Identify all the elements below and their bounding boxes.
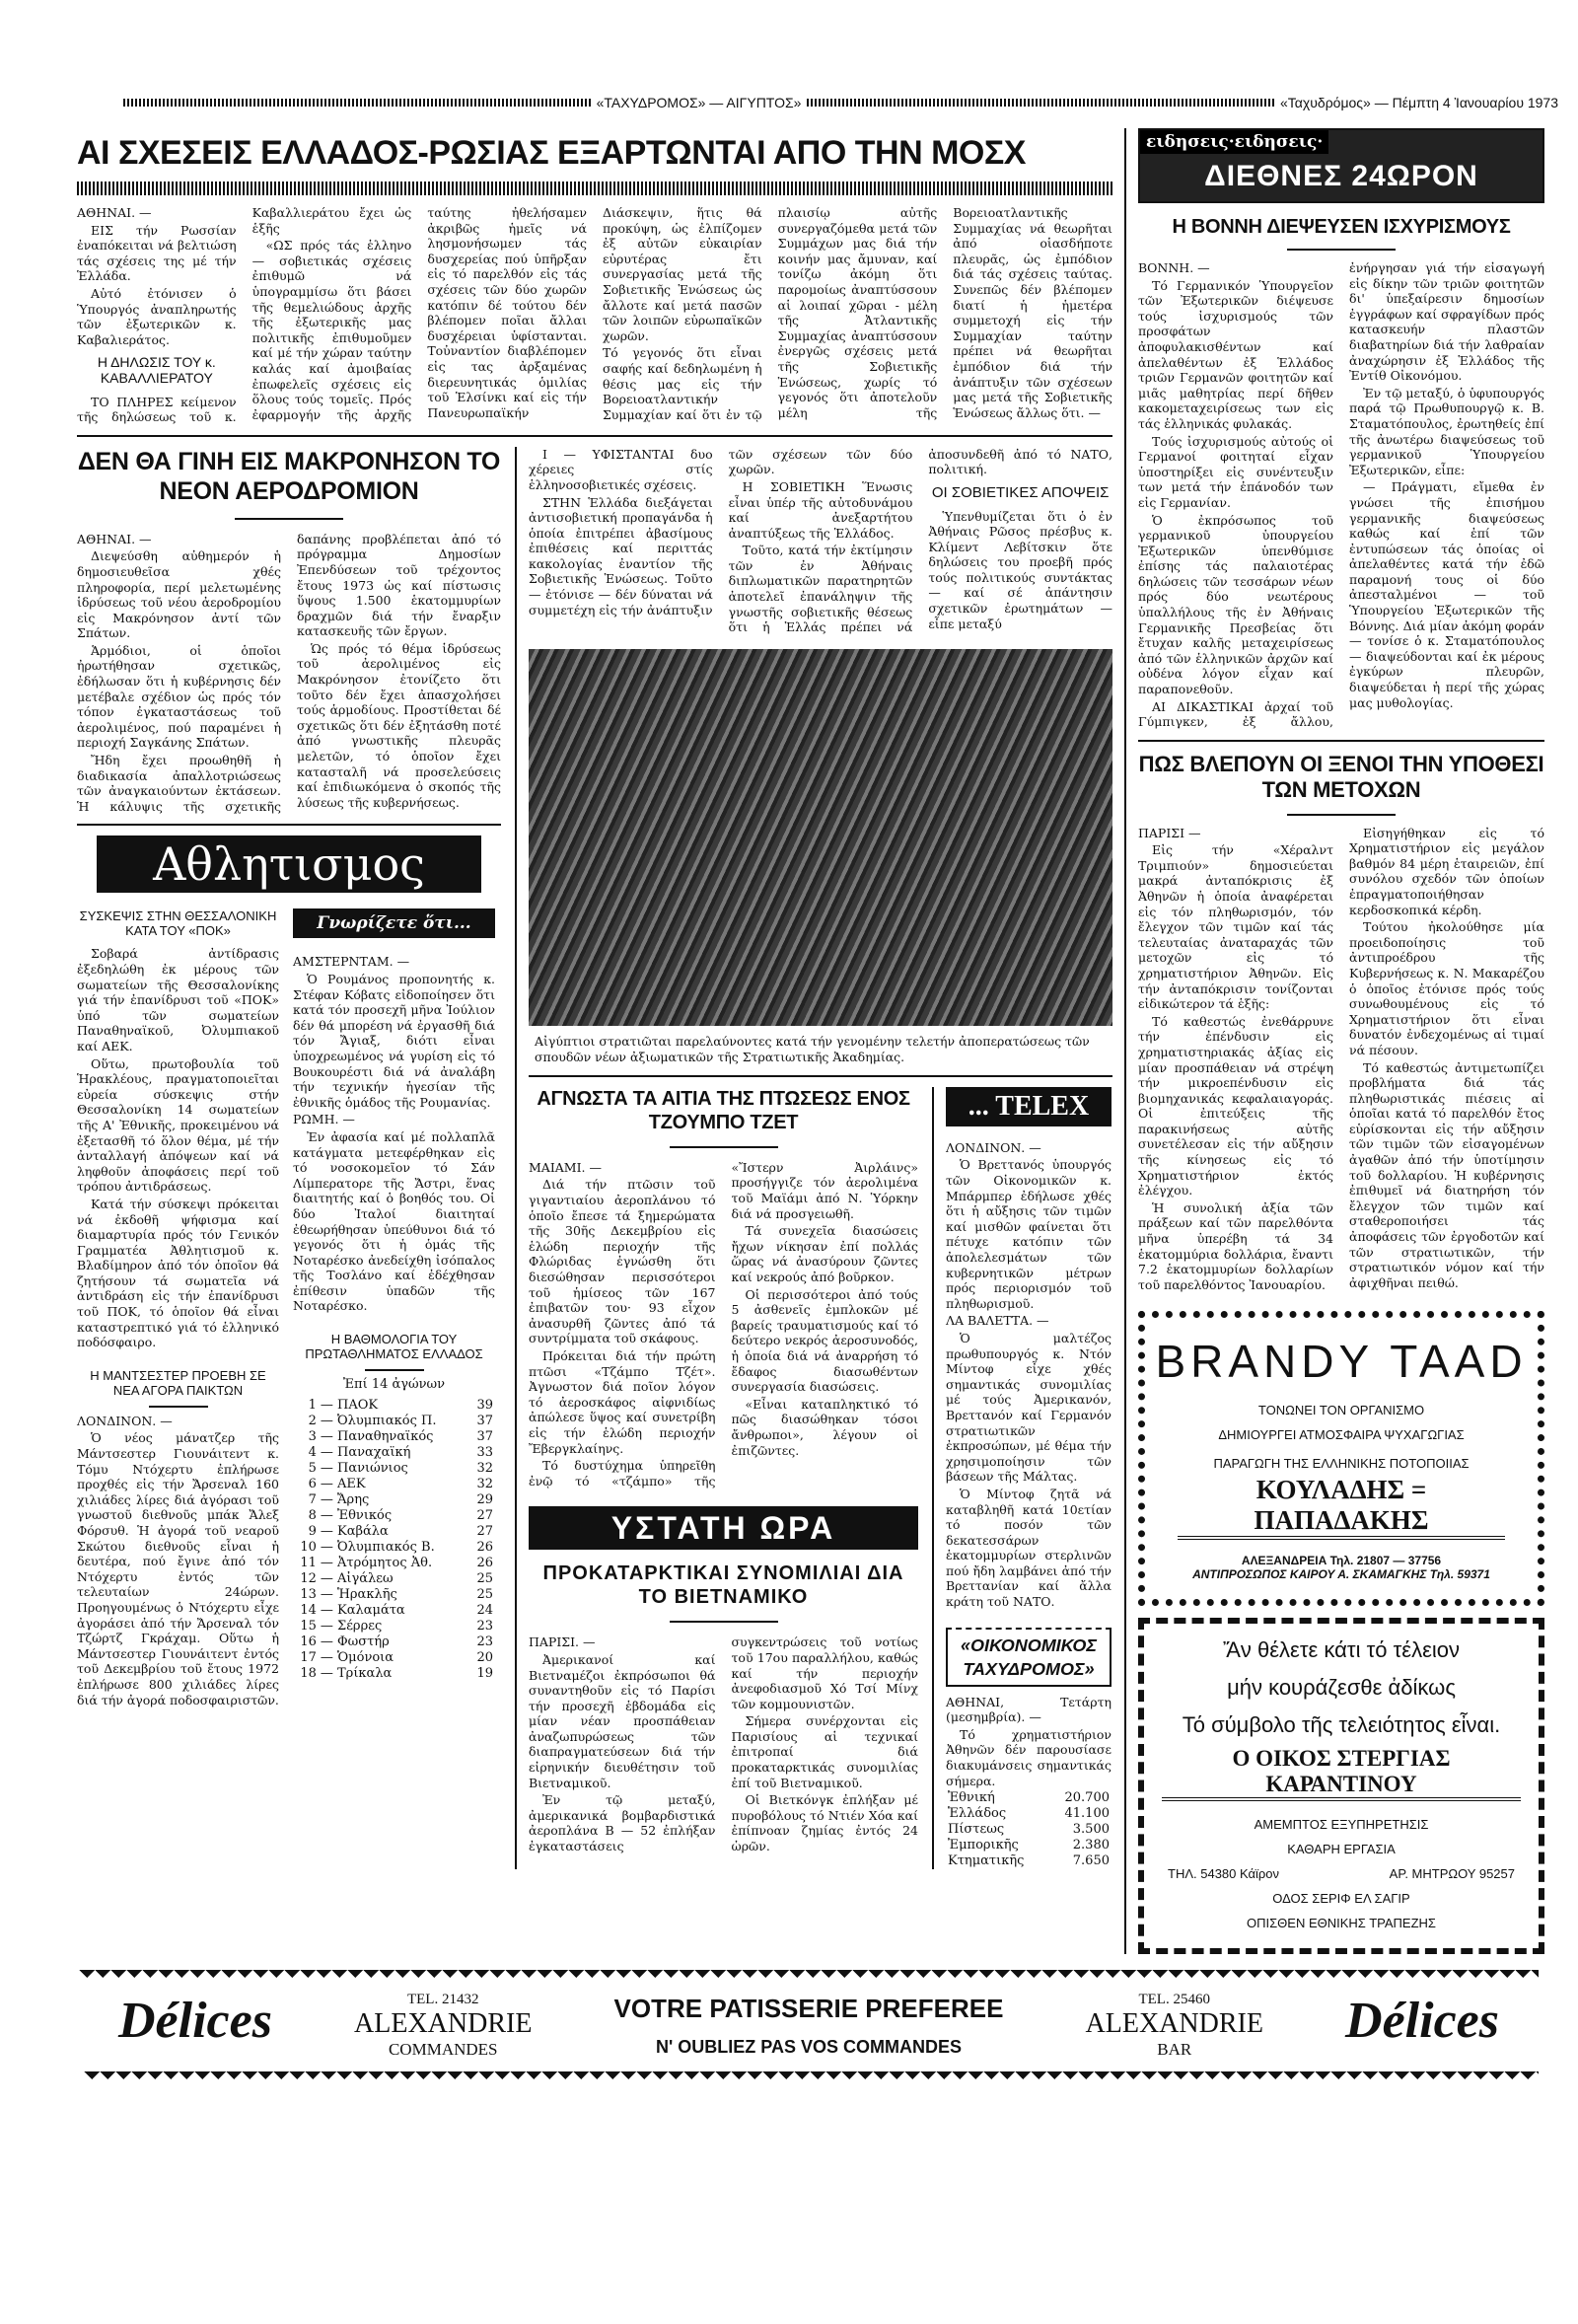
lead-article-continued (529, 447, 1112, 635)
paragraph: Οἱ περισσότεροι ἀπό τούς 5 ἀσθενεῖς ἐμπλοκῶν μέ βαρείς τραυματισμούς καί τό δεύτερο νεκρός ἀεροσυνοδός, ἡ ὁποία διά νά ἀναρρήση τό ἔδαφος διασωθέντων συνεργασία διασώσεις. (731, 1286, 918, 1395)
standings-row-pos: 9 (308, 1524, 317, 1540)
standings-row-pos: 2 (308, 1414, 317, 1429)
standings-row-pts: 25 (476, 1587, 493, 1603)
standings-row-pts: 24 (476, 1603, 493, 1619)
paragraph: ΑΘΗΝΑΙ. — (77, 531, 152, 546)
divider (235, 518, 343, 520)
lead-subhead-soviet: ΟΙ ΣΟΒΙΕΤΙΚΕΣ ΑΠΟΨΕΙΣ (931, 483, 1110, 501)
standings-row (293, 1603, 495, 1619)
paragraph: Αὐτό ἐτόνισεν ὁ Ὑπουργός ἀναπληρωτής τῶν ἐξωτερικῶν κ. Καβαλιεράτος. (77, 285, 237, 347)
standings-row-pos: 1 (308, 1398, 317, 1414)
shares-article (1138, 752, 1544, 1294)
telex-finance-column (932, 1087, 1112, 1869)
standings-row-team: — ΑΕΚ (320, 1477, 366, 1492)
divider (670, 1146, 778, 1148)
masthead (123, 91, 1558, 114)
paragraph: ΒΟΝΝΗ. — (1138, 260, 1210, 275)
paragraph: Τά συνεχεῖα διασώσεις ἤχων νίκησαν ἐπί πολλάς ὥρας νά ἀνασύρουν ζῶντες καί νεκρούς ἀπό βοῦρκον. (731, 1223, 918, 1284)
bonn-headline: Η ΒΟΝΝΗ ΔΙΕΨΕΥΣΕΝ ΙΣΧΥΡΙΣΜΟΥΣ (1172, 216, 1511, 238)
news24-banner: ΔΙΕΘΝΕΣ 24ΩΡΟΝ (1204, 160, 1478, 192)
paragraph: Τό γεγονός ὅτι εἶναι σαφής καί δεδηλωμένη ἡ θέσις μας εἰς τήν Βορειοατλαντικήν Συμμαχίαν καί ὅτι ἐν τῷ πλαισίῳ αὐτῆς συνεργαζόμεθα μετά τῶν Συμμάχων μας διά τήν κοινήν μας ἄμυναν, καί τονίζω ἀκόμη ὅτι παρομοίως ἀναπτύσσουν αἱ λοιπαί χῶραι - μέλη τῆς Ἀτλαντικῆς Συμμαχίας ἀναπτύσσουν ἐνεργῶς σχέσεις μετά τῆς Σοβιετικῆς Ἑνώσεως, χωρίς τό γεγονός ὅτι ἀποτελοῦν μέλη τῆς Βορειοατλαντικῆς Συμμαχίας νά θεωρῆται ἀπό οἱασδήποτε πλευρᾶς, ὡς ἐμπόδιον διά τάς σχέσεις ταύτας. Συνεπῶς δέν βλέπομεν διατί ἡ ἡμετέρα συμμετοχή εἰς τήν Συμμαχίαν ταύτην πρέπει νά θεωρῆται ἐμπόδιον διά τήν ἀνάπτυξιν τῶν σχέσεων μας μετά τῆς Σοβιετικῆς Ἑνώσεως ἄλλως ὅτι. — (602, 205, 1112, 422)
stock-row-value: 41.100 (1064, 1806, 1110, 1822)
brandy-brand: BRANDY TAAD (1155, 1336, 1528, 1388)
standings-row (293, 1556, 495, 1571)
standings-row-team: — Ἀτρόμητος Ἀθ. (320, 1556, 433, 1571)
know-banner: Γνωρίζετε ὅτι... (293, 908, 495, 938)
paragraph: Ἡ συνολική ἀξία τῶν πράξεων καί τῶν παρελθόντα μῆνα ὑπερέβη τά 34 ἑκατομμύρια δολλάρια, ἔναντι 7.2 ἑκατομμυρίων δολλαρίων τοῦ παρελθόντος Ἰανουαρίου. (1138, 1199, 1333, 1292)
jet-article (529, 1087, 918, 1855)
paragraph: ΡΩΜΗ. — (293, 1112, 355, 1127)
paragraph: Τούτου ἠκολούθησε μία προειδοποίησις τοῦ ἀντιπροέδρου τῆς Κυβερνήσεως κ. Ν. Μακαρέζου ὁ ὁποῖος ἐτόνισε πρός τούς συνωθουμένους εἰς τό Χρηματιστήριον ὅτι εἶναι δυνατόν ἐνδεχομένως αἱ τιμαί νά πέσουν. (1349, 919, 1544, 1057)
standings-row-pos: 3 (308, 1429, 317, 1445)
divider (529, 1075, 1112, 1077)
stock-row-name: Πίστεως (948, 1822, 1005, 1838)
karantinos-line: ΑΜΕΜΠΤΟΣ ΕΞΥΠΗΡΕΤΗΣΙΣ (1254, 1817, 1429, 1833)
delices-slogan2: N' OUBLIEZ PAS VOS COMMANDES (656, 2037, 962, 2058)
standings-row-pts: 29 (476, 1492, 493, 1508)
standings-row (293, 1429, 495, 1445)
karantinos-line: μήν κουράζεσθε ἀδίκως (1227, 1675, 1456, 1701)
standings-row-pts: 33 (476, 1445, 493, 1461)
standings-row (293, 1477, 495, 1492)
paragraph: Ἐν τῷ μεταξύ, ὁ ὑφυπουργός παρά τῷ Πρωθυπουργῷ κ. Β. Σταματόπουλος, ἐρωτηθείς ἐπί τῆς ἀνωτέρω διαψεύσεως τοῦ γερμανικοῦ Ὑπουργείου Ἐξωτερικῶν, εἶπε: (1349, 385, 1544, 477)
paragraph: Ὁ Βρεττανός ὑπουργός τῶν Οἰκονομικῶν κ. Μπάρμπερ ἐδήλωσε χθές ὅτι ἡ αὔξησις τῶν τιμῶν καί μισθῶν φαίνεται ὅτι πέτυχε κατόπιν τῶν ἀπολελεσμάτων τῶν κυβερνητικῶν μέτρων πρός περιορισμόν τοῦ πληθωρισμοῦ. (946, 1157, 1112, 1311)
jet-body (529, 1160, 918, 1489)
delices-right-city: ALEXANDRIE (1085, 2008, 1263, 2040)
standings-row-pts: 32 (476, 1477, 493, 1492)
sports-column-b (293, 908, 495, 1682)
delices-left-sub: COMMANDES (388, 2040, 498, 2060)
bonn-body (1138, 260, 1544, 730)
divider (670, 1621, 778, 1623)
latest-banner: ΥΣΤΑΤΗ ΩΡΑ (529, 1506, 918, 1550)
standings-row-pos: 14 (300, 1603, 317, 1619)
paragraph: Ι — ΥΦΙΣΤΑΝΤΑΙ δυο χέρειες στίς ἑλληνοσοβιετικές σχέσεις. (529, 446, 713, 492)
manchester-headline: Η ΜΑΝΤΣΕΣΤΕΡ ΠΡΟΕΒΗ ΣΕ ΝΕΑ ΑΓΟΡΑ ΠΑΙΚΤΩΝ (90, 1367, 266, 1398)
standings-row-pos: 10 (300, 1540, 317, 1556)
standings-row-pos: 15 (300, 1619, 317, 1634)
airport-body (77, 532, 501, 815)
stock-row (946, 1838, 1112, 1853)
standings-row-team: — Σέρρες (320, 1619, 383, 1634)
stock-row-value: 3.500 (1072, 1822, 1110, 1838)
standings-row-team: — Ὀλυμπιακός Π. (320, 1414, 437, 1429)
paragraph: ΣΤΗΝ Ἑλλάδα διεξάγεται ἀντισοβιετική προπαγάνδα ἡ ὁποία ἐπιτρέπει ἀβασίμους ἐπιθέσεις καί περιττάς κακολογίας ἐναντίον τῆς Σοβιετικῆς Ἑνώσεως. Τοῦτο — ἐτόνισε — δέν δύναται νά συμμετέχη εἰς τήν ἀνάπτυξιν τῶν σχέσεων τῶν δύο χωρῶν. (529, 446, 913, 617)
brandy-maker: ΚΟΥΛΑΔΗΣ = ΠΑΠΑΔΑΚΗΣ (1178, 1475, 1505, 1540)
finance-banner: «ΟΙΚΟΝΟΜΙΚΟΣ ΤΑΧΥΔΡΟΜΟΣ» (946, 1628, 1112, 1687)
standings-row-pos: 12 (300, 1571, 317, 1587)
standings-row-pos: 6 (308, 1477, 317, 1492)
standings-row-pts: 20 (476, 1650, 493, 1666)
divider (77, 824, 501, 826)
paragraph: Ἀμερικανοί καί Βιετναμέζοι ἐκπρόσωποι θά συναντηθοῦν εἰς τό Παρίσι τήν προσεχῆ ἑβδομάδα εἰς μίαν νέαν προσπάθειαν ἀναζωπυρώσεως τῶν διαπραγματεύσεων διά τήν εἰρηνικήν διευθέτησιν τοῦ Βιετναμικοῦ. (529, 1651, 716, 1790)
standings-row-pts: 37 (476, 1414, 493, 1429)
right-column (1124, 128, 1544, 1954)
standings-row (293, 1414, 495, 1429)
paragraph: Κατά τήν σύσκεψι πρόκειται νά ἐκδοθῆ ψήφισμα καί διαμαρτυρία πρός τόν Γενικόν Γραμματέα Ἀθλητισμοῦ κ. Βλαδίμηρον ἀπό τόν ὁποῖον θά ζητήσουν τά σωματεῖα νά ἀντιδράση εἰς τήν ἐπανίδρυσι τοῦ ΠΟΚ, τό ὁποῖον θά εἶναι καταστρεπτικό γιά τό ἑλληνικό ποδόσφαιρο. (77, 1196, 279, 1350)
stock-row-name: Ἐμπορικῆς (948, 1838, 1019, 1853)
standings-row-team: — Ὀλυμπιακός Β. (320, 1540, 435, 1556)
standings-row (293, 1492, 495, 1508)
standings-row-team: — Τρίκαλα (320, 1666, 393, 1682)
stock-row-name: Ἑλλάδος (948, 1806, 1007, 1822)
zigzag-border (79, 1970, 1539, 1986)
standings-row-team: — Ἄρης (320, 1492, 370, 1508)
standings-row-pts: 25 (476, 1571, 493, 1587)
karantinos-landmark: ΟΠΙΣΘΕΝ ΕΘΝΙΚΗΣ ΤΡΑΠΕΖΗΣ (1247, 1916, 1436, 1931)
standings-row-team: — Ὁμόνοια (320, 1650, 394, 1666)
sports-column-a (77, 908, 279, 1709)
standings-row-pts: 19 (476, 1666, 493, 1682)
paragraph: Ὁ ἐκπρόσωπος τοῦ γερμανικοῦ ὑπουργείου Ἐξωτερικῶν ὑπενθύμισε ἐπίσης τάς παλαιοτέρας δηλώσεις τῶν τεσσάρων νέων πρός δύο νεωτέρους ὑπαλλήλους τῆς ἐν Ἀθήναις Γερμανικῆς Πρεσβείας ὅτι ἔτυχαν καλῆς μεταχειρίσεως ἀπό τῶν ἑλληνικῶν ἀρχῶν καί οὐδένα λόγον εἶχαν καί παραπονεθοῦν. (1138, 512, 1333, 697)
paragraph: ΛΟΝΔΙΝΟΝ. — (77, 1413, 173, 1428)
paragraph: Τούς ἰσχυρισμούς αὐτούς οἱ Γερμανοί φοιτηταί εἶχαν ὑποστηρίξει εἰς συνέντευξιν των μετά τήν ἐπάνοδόν των εἰς Γερμανίαν. (1138, 433, 1333, 510)
finance-section (946, 1695, 1112, 1870)
paragraph: ΑΘΗΝΑΙ. — (77, 205, 152, 220)
paragraph: Εἰσηγήθηκαν εἰς τό Χρηματιστήριον εἰς μεγάλον βαθμόν 84 μέρη ἑταιρειῶν, ἐπί συνόλου σχεδόν τῶν ὁποίων ἐπραγματοποιήθησαν κερδοσκοπικά κέρδη. (1349, 825, 1544, 917)
paragraph: Ἤδη ἔχει προωθηθῆ ἡ διαδικασία ἀπαλλοτριώσεως τῶν ἀναγκαιούντων ἐκτάσεων. Ἡ κάλυψις τῆς σχετικῆς δαπάνης προβλέπεται ἀπό τό πρόγραμμα Δημοσίων Ἐπενδύσεων τοῦ τρέχοντος ἔτους 1973 ὡς καί πίστωσις ὕψους 1.500 ἑκατομμυρίων δραχμῶν διά τήν ἔναρξιν κατασκευῆς τῶν ἔργων. (77, 531, 501, 814)
standings-row-team: — Καλαμάτα (320, 1603, 405, 1619)
standings-row-pts: 26 (476, 1540, 493, 1556)
vietnam-body (529, 1634, 918, 1854)
vietnam-headline: ΠΡΟΚΑΤΑΡΚΤΙΚΑΙ ΣΥΝΟΜΙΛΙΑΙ ΔΙΑ ΤΟ ΒΙΕΤΝΑΜΙΚΟ (542, 1562, 904, 1609)
paragraph: ΕΙΣ τήν Ρωσσίαν ἐναπόκειται νά βελτιώση τάς σχέσεις της μέ τήν Ἑλλάδα. (77, 222, 237, 284)
lead-body (77, 205, 237, 347)
standings-row (293, 1666, 495, 1682)
shares-body (1138, 826, 1544, 1294)
standings-row-pos: 8 (308, 1508, 317, 1524)
lead-headline: ΑΙ ΣΧΕΣΕΙΣ ΕΛΛΑΔΟΣ-ΡΩΣΙΑΣ ΕΞΑΡΤΩΝΤΑΙ ΑΠΟ ΤΗΝ ΜΟΣΧ (77, 134, 1026, 172)
paragraph: Σήμερα συνέρχονται εἰς Παρισίους αἱ τεχνικαί ἐπιτροπαί διά προκαταρκτικάς συνομιλίας ἐπί τοῦ Βιετναμικοῦ. (731, 1713, 918, 1790)
shares-headline: ΠΩΣ ΒΛΕΠΟΥΝ ΟΙ ΞΕΝΟΙ ΤΗΝ ΥΠΟΘΕΣΙ ΤΩΝ ΜΕΤΟΧΩΝ (1138, 751, 1544, 803)
paragraph: Τό καθεστώς ἐνεθάρρυνε τήν ἐπένδυσιν εἰς χρηματιστηριακάς ἀξίας εἰς μίαν προσπάθειαν νά στρέψη τήν μικροεπένδυσιν εἰς βιομηχανικάς κεφαλαιαγοράς. Οἱ ἐπιτεύξεις τῆς παρακινήσεως αὐτῆς συνετέλεσαν εἰς τήν αὔξησιν τῆς κίνησεως εἰς τό Χρηματιστήριον ἐκτός ἐλέγχου. (1138, 1013, 1333, 1198)
paragraph: «Εἶναι καταπληκτικό τό πῶς διασώθηκαν τόσοι ἄνθρωποι», λέγουν οἱ ἐπιζῶντες. (731, 1396, 918, 1458)
soldiers-parade-photo (529, 649, 1112, 1026)
stock-row (946, 1822, 1112, 1838)
standings-row-pts: 39 (476, 1398, 493, 1414)
sports-know-section (293, 908, 495, 1314)
stock-row (946, 1806, 1112, 1822)
delices-left-city: ALEXANDRIE (354, 2008, 533, 2040)
paragraph: Εἰς τήν «Χέραλντ Τριμπιούν» δημοσιεύεται μακρά ἀνταπόκρισις ἐξ Ἀθηνῶν ἡ ὁποία ἀναφέρεται εἰς τόν πληθωρισμόν, τόν ἔλεγχον τῶν τιμῶν καί τάς τελευταίας ἀναταραχάς τῶν μετοχῶν εἰς τό χρηματιστήριον Ἀθηνῶν. Εἰς τήν ἀνταπόκρισιν τονίζονται εἰδικώτερον τά ἑξῆς: (1138, 842, 1333, 1012)
delices-left-block (354, 1992, 532, 2060)
standings-row-team: — Ἐθνικός (320, 1508, 393, 1524)
standings-row-pos: 11 (300, 1556, 317, 1571)
pok-headline: ΣΥΣΚΕΨΙΣ ΣΤΗΝ ΘΕΣΣΑΛΟΝΙΚΗ ΚΑΤΑ ΤΟΥ «ΠΟΚ» (79, 908, 277, 939)
brandy-phone: ΑΛΕΞΑΝΔΡΕΙΑ Τηλ. 21807 — 37756 (1241, 1554, 1442, 1568)
vietnam-article (529, 1561, 918, 1854)
news24-box (1138, 128, 1544, 203)
divider (1138, 740, 1544, 742)
standings-row (293, 1508, 495, 1524)
standings-row-pts: 26 (476, 1556, 493, 1571)
paragraph: ΠΑΡΙΣΙ. — (529, 1634, 596, 1650)
paragraph: ΑΜΣΤΕΡΝΤΑΜ. — (293, 954, 410, 970)
standings-row-team: — ΠΑΟΚ (320, 1398, 379, 1414)
standings-row (293, 1634, 495, 1650)
pok-body (77, 946, 279, 1349)
delices-right-tel: TEL. 25460 (1138, 1992, 1210, 2008)
standings-row-pts: 27 (476, 1508, 493, 1524)
karantinos-line: ΚΑΘΑΡΗ ΕΡΓΑΣΙΑ (1287, 1842, 1396, 1857)
paragraph: «ΩΣ πρός τάς ἑλληνο — σοβιετικάς σχέσεις ἐπιθυμῶ νά ὑπογραμμίσω ὅτι βάσει τῆς θεμελιώδους ἀρχῆς τῆς ἐξωτερικῆς μας πολιτικῆς ἐπιθυμοῦμεν καί μέ τήν χώραν ταύτην καλάς καί ἀμοιβαίας ἐπωφελεῖς σχέσεις εἰς ὅλους τούς τομεῖς. Πρός ἐφαρμογήν τῆς ἀρχῆς ταύτης ἠθελήσαμεν ἀκριβῶς ἡμεῖς νά λησμονήσωμεν τάς δυσχερείας πού ὑπῆρξαν εἰς τό παρελθόν εἰς τάς σχέσεις τῶν δύο χωρῶν κατόπιν δέ τούτου δέν βλέπομεν ποῖαι ἄλλαι δυσχέρειαι ὑφίστανται. Τοὐναντίον διαβλέπομεν εἰς τας ἀρξαμένας διερευνητικάς ὁμιλίας τοῦ Ἑλσίνκι καί εἰς τήν Πανευρωπαϊκήν Διάσκεψιν, ἥτις θά προκύψη, ὡς ἐλπίζομεν ἐξ αὐτῶν εὐκαιρίαν εὐρυτέρας ἔτι συνεργασίας μετά τῆς Σοβιετικῆς Ἑνώσεως ὡς ἄλλοτε καί μετά πασῶν τῶν λοιπῶν εὐρωπαϊκῶν χωρῶν. (251, 205, 762, 422)
paragraph: Τό χρηματιστήριον Ἀθηνῶν δέν παρουσίασε διακυμάνσεις σημαντικάς σήμερα. (946, 1726, 1112, 1788)
paragraph: Τό καθεστώς ἀντιμετωπίζει προβλήματα διά τάς πληθωριστικάς πιέσεις αἱ ὁποῖαι κατά τό παρελθόν ἔτος εὑρίσκονται εἰς τήν αὔξησιν τῶν τιμῶν τῶν εἰσαγομένων ἀγαθῶν ἀπό τήν ὑποτίμησιν τοῦ δολλαρίου. Ἡ κυβέρνησις ἐπιθυμεῖ νά διατηρήση τόν ἔλεγχον τῶν τιμῶν καί σταθεροποιήσει τάς ἀποφάσεις τῶν ἐργοδοτῶν καί τῶν στρατιωτικῶν, τήν στρατιωτικόν νόμον καί τήν ἀφιχθῆναι πειθώ. (1349, 1059, 1544, 1290)
paragraph: Ὁ Ρουμάνος προπονητής κ. Στέφαν Κόβατς εἰδοποίησεν ὅτι κατά τόν προσεχῆ μῆνα Ἰούλιον δέν θά μπορέση νά ἐργασθῆ διά τόν Ἄγιαξ, διότι εἶναι ὑποχρεωμένος νά γυρίση εἰς τό Βουκουρέστι διά νά ἀναλάβη τήν τεχνικήν ἡγεσίαν τῆς ἐθνικῆς ὁμάδος τῆς Ρουμανίας. (293, 972, 495, 1110)
main-area (77, 128, 1112, 1869)
karantinos-reg: ΑΡ. ΜΗΤΡΩΟΥ 95257 (1389, 1866, 1515, 1882)
sports-article-manchester (77, 1368, 279, 1707)
brandy-agent: ΑΝΤΙΠΡΟΣΩΠΟΣ ΚΑΙΡΟΥ Α. ΣΚΑΜΑΓΚΗΣ Τηλ. 59371 (1192, 1567, 1490, 1582)
lower-area (77, 447, 1112, 1870)
know-body (293, 954, 495, 1314)
lead-subhead: Η ΔΗΛΩΣΙΣ ΤΟΥ κ. ΚΑΒΑΛΛΙΕΡΑΤΟΥ (97, 354, 216, 386)
stock-table (946, 1790, 1112, 1869)
standings-section (293, 1332, 495, 1682)
headline-underline (77, 182, 1112, 195)
karantinos-ad (1138, 1618, 1544, 1954)
standings-row-pts: 23 (476, 1634, 493, 1650)
divider (149, 1406, 208, 1408)
paragraph: ΛΑ ΒΑΛΕΤΤΑ. — (946, 1313, 1049, 1329)
standings-row-pos: 7 (308, 1492, 317, 1508)
paragraph: ΠΑΡΙΣΙ — (1138, 825, 1201, 840)
zigzag-border (84, 2071, 1539, 2087)
karantinos-phone: ΤΗΛ. 54380 Κάϊρον (1168, 1866, 1280, 1882)
standings-row (293, 1619, 495, 1634)
stock-row (946, 1853, 1112, 1869)
standings-row (293, 1571, 495, 1587)
stock-row-value: 7.650 (1072, 1853, 1110, 1869)
delices-logo-right: Délices (1345, 1993, 1499, 2050)
standings-row-team: — Αἰγάλεω (320, 1571, 394, 1587)
standings-row-team: — Ἡρακλῆς (320, 1587, 397, 1603)
divider (1287, 249, 1396, 251)
standings-row (293, 1445, 495, 1461)
brandy-line: ΤΟΝΩΝΕΙ ΤΟΝ ΟΡΓΑΝΙΣΜΟ (1257, 1403, 1425, 1418)
standings-row (293, 1398, 495, 1414)
standings-row-team: — Παναχαϊκή (320, 1445, 411, 1461)
delices-center-block (614, 1992, 1004, 2058)
masthead-date: «Ταχυδρόμος» — Πέμπτη 4 Ἰανουαρίου 1973 (1280, 95, 1559, 110)
masthead-title: «ΤΑΧΥΔΡΟΜΟΣ» — ΑΙΓΥΠΤΟΣ» (596, 95, 802, 110)
standings-row-pos: 5 (308, 1461, 317, 1477)
airport-headline: ΔΕΝ ΘΑ ΓΙΝΗ ΕΙΣ ΜΑΚΡΟΝΗΣΟΝ ΤΟ ΝΕΟΝ ΑΕΡΟΔΡΟΜΙΟΝ (77, 447, 501, 505)
delices-ad (79, 1992, 1539, 2060)
standings-row (293, 1587, 495, 1603)
standings-row-pos: 13 (300, 1587, 317, 1603)
paragraph: ΛΟΝΔΙΝΟΝ. — (946, 1139, 1041, 1155)
photo-caption: Αἰγύπτιοι στρατιῶται παρελαύνοντες κατά τήν γενομένην τελετήν ἀποπερατώσεως τῶν σπουδῶν νέων ἀξιωματικῶν τῆς Στρατιωτικῆς Ἀκαδημίας. (535, 1033, 1090, 1064)
delices-left-tel: TEL. 21432 (406, 1992, 479, 2008)
airport-article (77, 447, 501, 815)
sports-banner: Αθλητισμος (97, 835, 481, 893)
telex-banner: ... TELEX (946, 1087, 1112, 1126)
delices-logo-left: Délices (118, 1993, 272, 2050)
karantinos-line: Τό σύμβολο τῆς τελειότητος εἶναι. (1182, 1712, 1501, 1738)
standings-row-pos: 4 (308, 1445, 317, 1461)
stock-row (946, 1790, 1112, 1806)
paragraph: Τοῦτο, κατά τήν ἐκτίμησιν τῶν ἐν Ἀθήναις διπλωματικῶν παρατηρητῶν ἀποτελεῖ ἐπανάληψιν τῆς γνωστῆς σοβιετικῆς θέσεως ὅτι ἡ Ἑλλάς πρέπει νά ἀποσυνδεθῆ ἀπό τό ΝΑΤΟ, πολιτική. (728, 446, 1112, 635)
delices-slogan: VOTRE PATISSERIE PREFEREE (613, 1994, 1004, 2024)
masthead-rule (807, 99, 1274, 107)
standings-row-pos: 16 (300, 1634, 317, 1650)
sports-columns (77, 908, 501, 1709)
paragraph: Ἐν τῷ μεταξύ, ἀμερικανικά βομβαρδιστικά ἀεροπλάνα Β — 52 ἐπλήξαν ἐγκαταστάσεις συγκεντρώσεις τοῦ νοτίως τοῦ 17ου παραλλήλου, καθώς καί τήν περιοχήν ἀνεφοδιασμοῦ Χό Τσί Μίνχ τῶν κομμουνιστῶν. (529, 1634, 918, 1854)
standings-table (293, 1398, 495, 1682)
paragraph: Ὡς πρός τό θέμα ἱδρύσεως τοῦ ἀερολιμένος εἰς Μακρόνησον ἐτονίζετο ὅτι τοῦτο δέν ἔχει ἀπασχολήσει τούς ἁρμοδίους. Προστίθεται δέ σχετικῶς ὅτι δέν ἐξητάσθη ποτέ ἀπό γνωστικῆς πλευρᾶς μελετῶν, τό ὁποῖον ἔχει κατασταλῆ νά προσελεύσεις καί ἐπιδιωκόμενα ὁ σκοπός τῆς λύσεως τῆς κυβερνήσεως. (297, 640, 501, 810)
standings-row-pos: 18 (300, 1666, 317, 1682)
paragraph: ΤΟ ΠΛΗΡΕΣ κείμενον τῆς δηλώσεως τοῦ κ. Καβαλλιεράτου ἔχει ὡς ἑξῆς (77, 205, 412, 425)
standings-row (293, 1524, 495, 1540)
paragraph: Ὑπενθυμίζεται ὅτι ὁ ἐν Ἀθήναις Ρῶσος πρέσβυς κ. Κλίμεντ Λεβίτσκιν ὅτε δηλώσεις του προεβῆ πρός τούς πολιτικούς συντάκτας — καί σέ ἀπάντησιν σχετικῶν ἐρωτημάτων — εἶπε μεταξύ (928, 508, 1112, 631)
karantinos-line: Ἄν θέλετε κάτι τό τέλειον (1222, 1637, 1461, 1663)
paragraph: Ἐν ἀφασία καί μέ πολλαπλᾶ κατάγματα μετεφέρθηκαν εἰς τό νοσοκομεῖον τό Σάν Λίμπερατορε τῆς Ἄστρι, ἕνας διαιτητής καί ὁ βοηθός του. Οἱ δύο Ἰταλοί διαιτηταί ἐθεωρήθησαν ὑπεύθυνοι διά τό γεγονός ὅτι ἡ ὁμάς τῆς Νοταρέσκο ἀνεδείχθη ἰσόπαλος τῆς Τοσλάνο καί ἐδέχθησαν ἐπίθεσιν ὑπαδῶν τῆς Νοταρέσκο. (293, 1128, 495, 1314)
paragraph: — Πράγματι, εἴμεθα ἐν γνώσει τῆς ἐπισήμου γερμανικῆς διαψεύσεως καθώς καί ἐπί τῶν ἐντυπώσεων τάς ὁποίας οἱ ἀπελαθέντες κατά τήν ἐδῶ παραμονή τους οἱ δύο ἀπεσταλμένοι — τοῦ Ὑπουργείου Ἐξωτερικῶν τῆς Βόννης. Διά μίαν ἀκόμη φοράν — τονίσε ὁ κ. Σταματόπουλος — διαψεύδονται καί ἐκ μέρους ἐγκύρων πλευρῶν, διαψεύδεται ἡ περί τῆς χώρας μας μυθολογίας. (1349, 479, 1544, 710)
standings-row-team: — Φωστήρ (320, 1634, 390, 1650)
paragraph: Τό δυστύχημα ὑπηρεῖθη ἐνῷ τό «τζάμπο» τῆς «Ἴστερν Ἀιρλάινς» προσήγγιζε τόν ἀερολιμένα τοῦ Μαϊάμι ἀπό Ν. Ὑόρκην διά νά προσγειωθῆ. (529, 1159, 918, 1489)
stock-row-value: 20.700 (1064, 1790, 1110, 1806)
sports-article-pok (77, 908, 279, 1349)
brandy-line: ΠΑΡΑΓΩΓΗ ΤΗΣ ΕΛΛΗΝΙΚΗΣ ΠΟΤΟΠΟΙΙΑΣ (1213, 1456, 1470, 1472)
standings-row-team: — Παναθηναϊκός (320, 1429, 434, 1445)
paragraph: Διά τήν πτῶσιν τοῦ γιγαντιαίου ἀεροπλάνου τό ὁποῖο ἔπεσε τά ξημερώματα τῆς 30ῆς Δεκεμβρίου εἰς ἑλώδη περιοχήν τῆς Φλώριδας ἐγνώσθη ὅτι διεσώθησαν περισσότεροι τοῦ ἡμίσεος τῶν 167 ἐπιβατῶν του· 93 εἶχον ἀνασυρθῆ ζῶντες ἀπό τά συντρίμματα τοῦ σκάφους. (529, 1177, 716, 1346)
stock-row-name: Ἐθνική (948, 1790, 995, 1806)
finance-body (946, 1695, 1112, 1789)
delices-right-block (1086, 1992, 1263, 2060)
page-body (77, 128, 1546, 1954)
paragraph: ΑΙ ΔΙΚΑΣΤΙΚΑΙ ἀρχαί τοῦ Γύμπιγκεν, ἐξ ἄλλου, ἐνήργησαν γιά τήν εἰσαγωγή εἰς δίκην τῶν τριῶν φοιτητῶν δι' ὑπεξαίρεσιν δημοσίων ἐγγράφων καί σφραγίδων πρός κατασκευήν πλαστῶν διαβατηρίων διά τήν λαθραίαν ἀναχώρησιν ἐξ Ἑλλάδος τῆς Ἐντίθ Οἰκονόμου. (1138, 260, 1544, 730)
lead-body (928, 509, 1112, 632)
paragraph: Τό Γερμανικόν Ὑπουργεῖον τῶν Ἐξωτερικῶν διέψευσε τούς ἰσχυρισμούς τῶν προσφάτων ἀποφυλακισθέντων καί ἀπελαθέντων ἐξ Ἑλλάδος τριῶν Γερμανῶν φοιτητῶν καί μιᾶς μαθητρίας περί δῆθεν κακομεταχειρίσεως των εἰς τάς ἑλληνικάς φυλακάς. (1138, 277, 1333, 431)
standings-row-team: — Πανιώνιος (320, 1461, 408, 1477)
delices-right-sub: BAR (1157, 2040, 1192, 2060)
bonn-article (1138, 215, 1544, 730)
left-column (77, 447, 501, 1709)
standings-row-team: — Καβάλα (320, 1524, 389, 1540)
standings-row (293, 1540, 495, 1556)
standings-row (293, 1461, 495, 1477)
telex-body (946, 1140, 1112, 1610)
standings-row (293, 1650, 495, 1666)
news24-kicker: ειδησεις·ειδησεις· (1140, 130, 1328, 154)
paragraph: ΜΑΙΑΜΙ. — (529, 1159, 602, 1175)
paragraph: Ὁ νέος μάνατζερ τῆς Μάντσεστερ Γιουνάιτεντ κ. Τόμυ Ντόχερτυ ἐπλήρωσε προχθές εἰς τήν Ἄρσεναλ 160 χιλιάδες λίρες διά ἀγόρασι τοῦ γνωστοῦ διεθνοῦς μπάκ Ἄλεξ Φόρσυθ. Ἡ ἀγορά τοῦ νεαροῦ Σκώτου διεθνοῦς εἶναι ἡ δευτέρα, πού ἔγινε ἀπό τόν Ντόχερτυ ἐντός τῶν τελευταίων 24ώρων. Προηγουμένως ὁ Ντόχερτυ εἶχε ἀγοράσει ἀπό τήν Ἄρσεναλ τόν Τζώρτζ Γκράχαμ. Οὕτω ἡ Μάντσεστερ Γιουνάιτεντ ἐντός τοῦ Δεκεμβρίου τοῦ ἔτους 1972 ἐπλήρωσε 800 χιλιάδες λίρες διά τήν ἀγορά ποδοσφαιριστῶν. (77, 1430, 279, 1707)
divider (77, 435, 1112, 437)
standings-row-pts: 27 (476, 1524, 493, 1540)
standings-headline: Η ΒΑΘΜΟΛΟΓΙΑ ΤΟΥ ΠΡΩΤΑΘΛΗΜΑΤΟΣ ΕΛΛΑΔΟΣ (305, 1332, 483, 1362)
jet-headline: ΑΓΝΩΣΤΑ ΤΑ ΑΙΤΙΑ ΤΗΣ ΠΤΩΣΕΩΣ ΕΝΟΣ ΤΖΟΥΜΠΟ ΤΖΕΤ (537, 1087, 910, 1133)
stock-row-name: Κτηματικῆς (948, 1853, 1025, 1869)
paragraph: Ὁ μαλτέζος πρωθυπουργός κ. Ντόν Μίντοφ εἶχε χθές σημαντικάς συνομιλίας μέ τούς Ἀμερικανόν, Βρεττανόν καί Γερμανόν στρατιωτικῶν ἐκπροσώπων, μέ θέμα τήν χρησιμοποίησιν τῶν βάσεων τῆς Μάλτας. (946, 1330, 1112, 1485)
divider (365, 1369, 424, 1371)
paragraph: ΑΘΗΝΑΙ, Τετάρτη (μεσημβρία). — (946, 1694, 1112, 1725)
paragraph: Οὕτω, πρωτοβουλία τοῦ Ἡρακλέους, πραγματοποιεῖται εὐρεία σύσκεψις στήν Θεσσαλονίκη 14 σωματείων τῆς Α' Ἐθνικῆς, προκειμένου νά ἐξετασθῆ τό ὅλον θέμα, μέ τήν ἀνταλλαγή ἀπόψεων καί νά ληφθοῦν ἀποφάσεις περί τοῦ τρόπου ἀντιδράσεως. (77, 1055, 279, 1195)
standings-row-pts: 23 (476, 1619, 493, 1634)
karantinos-name: Ο ΟΙΚΟΣ ΣΤΕΡΓΙΑΣ ΚΑΡΑΝΤΙΝΟΥ (1162, 1746, 1521, 1801)
paragraph: Πρόκειται διά τήν πρώτη πτῶσι «Τζάμπο Τζέτ». Ἀγνωστον διά ποῖον λόγον τό ἀεροσκάφος αἰφνιδίως ἀπώλεσε ὕψος καί συνετρίβη εἰς τήν ἑλώδη περιοχήν Ἔβεργκλαίηνς. (529, 1347, 716, 1456)
manchester-body (77, 1414, 279, 1707)
masthead-rule (123, 99, 591, 107)
divider (1287, 814, 1396, 816)
paragraph: Σοβαρά ἀντίδρασις ἐξεδηλώθη ἐκ μέρους τῶν σωματείων τῆς Θεσσαλονίκης γιά τήν ἐπανίδρυσι τοῦ «ΠΟΚ» ὑπό τῶν σωματείων Παναθηναϊκοῦ, Ὀλυμπιακοῦ καί ΑΕΚ. (77, 946, 279, 1053)
middle-column (515, 447, 1112, 1870)
stock-row-value: 2.380 (1072, 1838, 1110, 1853)
lead-article (77, 205, 1112, 425)
news-row (529, 1087, 1112, 1869)
karantinos-street: ΟΔΟΣ ΣΕΡΙΦ ΕΛ ΣΑΓΙΡ (1272, 1891, 1410, 1907)
brandy-line: ΔΗΜΙΟΥΡΓΕΙ ΑΤΜΟΣΦΑΙΡΑ ΨΥΧΑΓΩΓΙΑΣ (1218, 1427, 1465, 1443)
paragraph: Ἁρμόδιοι, οἱ ὁποῖοι ἠρωτήθησαν σχετικῶς, ἐδήλωσαν ὅτι ἡ κυβέρνησις δέν μετέβαλε σχέδιον ὡς πρός τόν τόπον ἐγκαταστάσεως τοῦ ἀερολιμένος, πού παραμένει ἡ περιοχή Σαγκάνης Σπάτων. (77, 642, 281, 751)
paragraph: Οἱ Βιετκόνγκ ἐπλήξαν μέ πυροβόλους τό Ντιέν Χόα καί ἐπίπνοαν ζημίας ἐντός 24 ὡρῶν. (731, 1792, 918, 1854)
paragraph: Ὁ Μίντοφ ζητᾶ νά καταβληθῆ κατά 10ετίαν τό ποσόν τῶν δεκατεσσάρων ἑκατομμυρίων στερλινῶν πού ἤδη λαμβάνει ἀπό τήν Βρεττανίαν καί ἄλλα κράτη τοῦ ΝΑΤΟ. (946, 1486, 1112, 1610)
standings-row-pos: 17 (300, 1650, 317, 1666)
paragraph: Η ΣΟΒΙΕΤΙΚΗ Ἕνωσις εἶναι ὑπέρ τῆς αὐτοδυνάμου καί ἀνεξαρτήτου ἀναπτύξεως τῆς Ἑλλάδος. (728, 478, 913, 541)
standings-row-pts: 32 (476, 1461, 493, 1477)
brandy-ad (1138, 1311, 1544, 1606)
standings-subtitle: Ἐπί 14 ἀγώνων (342, 1377, 446, 1393)
standings-row-pts: 37 (476, 1429, 493, 1445)
paragraph: Διεψεύσθη αὐθημερόν ἡ δημοσιευθεῖσα χθές πληροφορία, περί μελετωμένης ἱδρύσεως τοῦ νέου ἀεροδρομίου εἰς Μακρόνησον ἀντί τῶν Σπάτων. (77, 548, 281, 641)
